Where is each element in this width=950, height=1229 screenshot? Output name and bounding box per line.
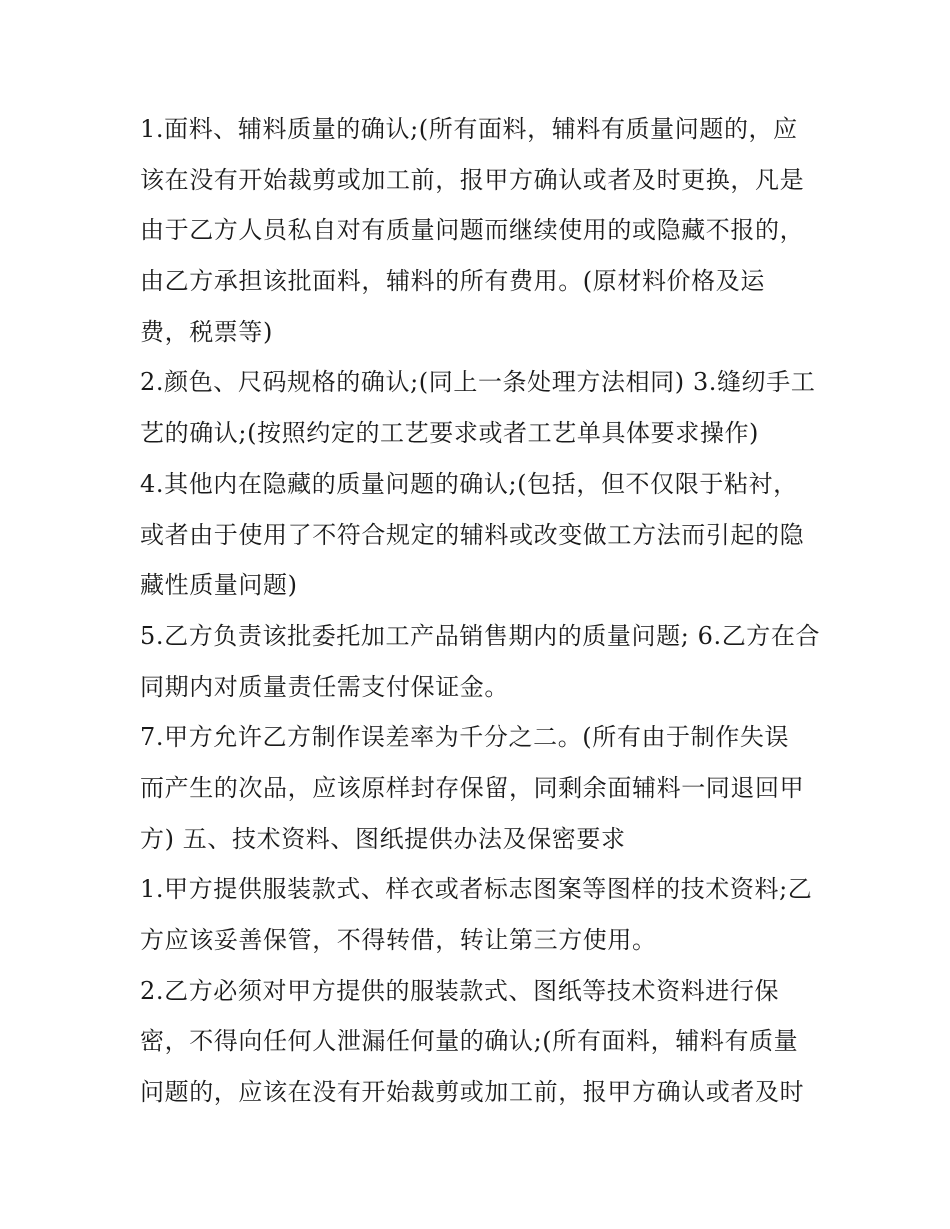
text-line: 同期内对质量责任需支付保证金。 (140, 672, 509, 701)
text-line: 藏性质量问题) (140, 571, 298, 600)
text-line: 2.颜色、尺码规格的确认;(同上一条处理方法相同) 3.缝纫手工 (140, 368, 816, 397)
text-line: 5.乙方负责该批委托加工产品销售期内的质量问题; 6.乙方在合 (140, 621, 821, 650)
text-line: 4.其他内在隐藏的质量问题的确认;(包括，但不仅限于粘衬， (140, 469, 798, 498)
paragraph-tech-docs (140, 864, 820, 965)
text-line: 问题的，应该在没有开始裁剪或加工前，报甲方确认或者及时 (140, 1078, 805, 1107)
text-line: 费，税票等) (140, 317, 273, 346)
paragraph-sales-period (140, 611, 820, 712)
text-line: 方应该妥善保管，不得转借，转让第三方使用。 (140, 926, 657, 954)
text-line: 密，不得向任何人泄漏任何量的确认;(所有面料，辅料有质量 (140, 1027, 799, 1056)
text-line: 方) 五、技术资料、图纸提供办法及保密要求 (140, 824, 626, 853)
paragraph-color-size (140, 357, 820, 458)
text-line: 2.乙方必须对甲方提供的服装款式、图纸等技术资料进行保 (140, 976, 780, 1005)
document-body (140, 104, 820, 1118)
paragraph-hidden-quality (140, 459, 820, 611)
text-line: 1.甲方提供服装款式、样衣或者标志图案等图样的技术资料;乙 (140, 875, 813, 904)
text-line: 1.面料、辅料质量的确认;(所有面料，辅料有质量问题的，应 (140, 115, 798, 143)
paragraph-confidentiality (140, 966, 820, 1118)
text-line: 该在没有开始裁剪或加工前，报甲方确认或者及时更换，凡是 (140, 165, 805, 194)
text-line: 或者由于使用了不符合规定的辅料或改变做工方法而引起的隐 (140, 520, 805, 549)
text-line: 艺的确认;(按照约定的工艺要求或者工艺单具体要求操作) (140, 419, 760, 448)
paragraph-error-rate (140, 712, 820, 864)
paragraph-fabric-quality (140, 104, 820, 357)
text-line: 由乙方承担该批面料，辅料的所有费用。(原材料价格及运 (140, 267, 765, 296)
text-line: 而产生的次品，应该原样封存保留，同剩余面辅料一同退回甲 (140, 773, 805, 802)
text-line: 由于乙方人员私自对有质量问题而继续使用的或隐藏不报的， (140, 216, 805, 245)
text-line: 7.甲方允许乙方制作误差率为千分之二。(所有由于制作失误 (140, 723, 790, 752)
